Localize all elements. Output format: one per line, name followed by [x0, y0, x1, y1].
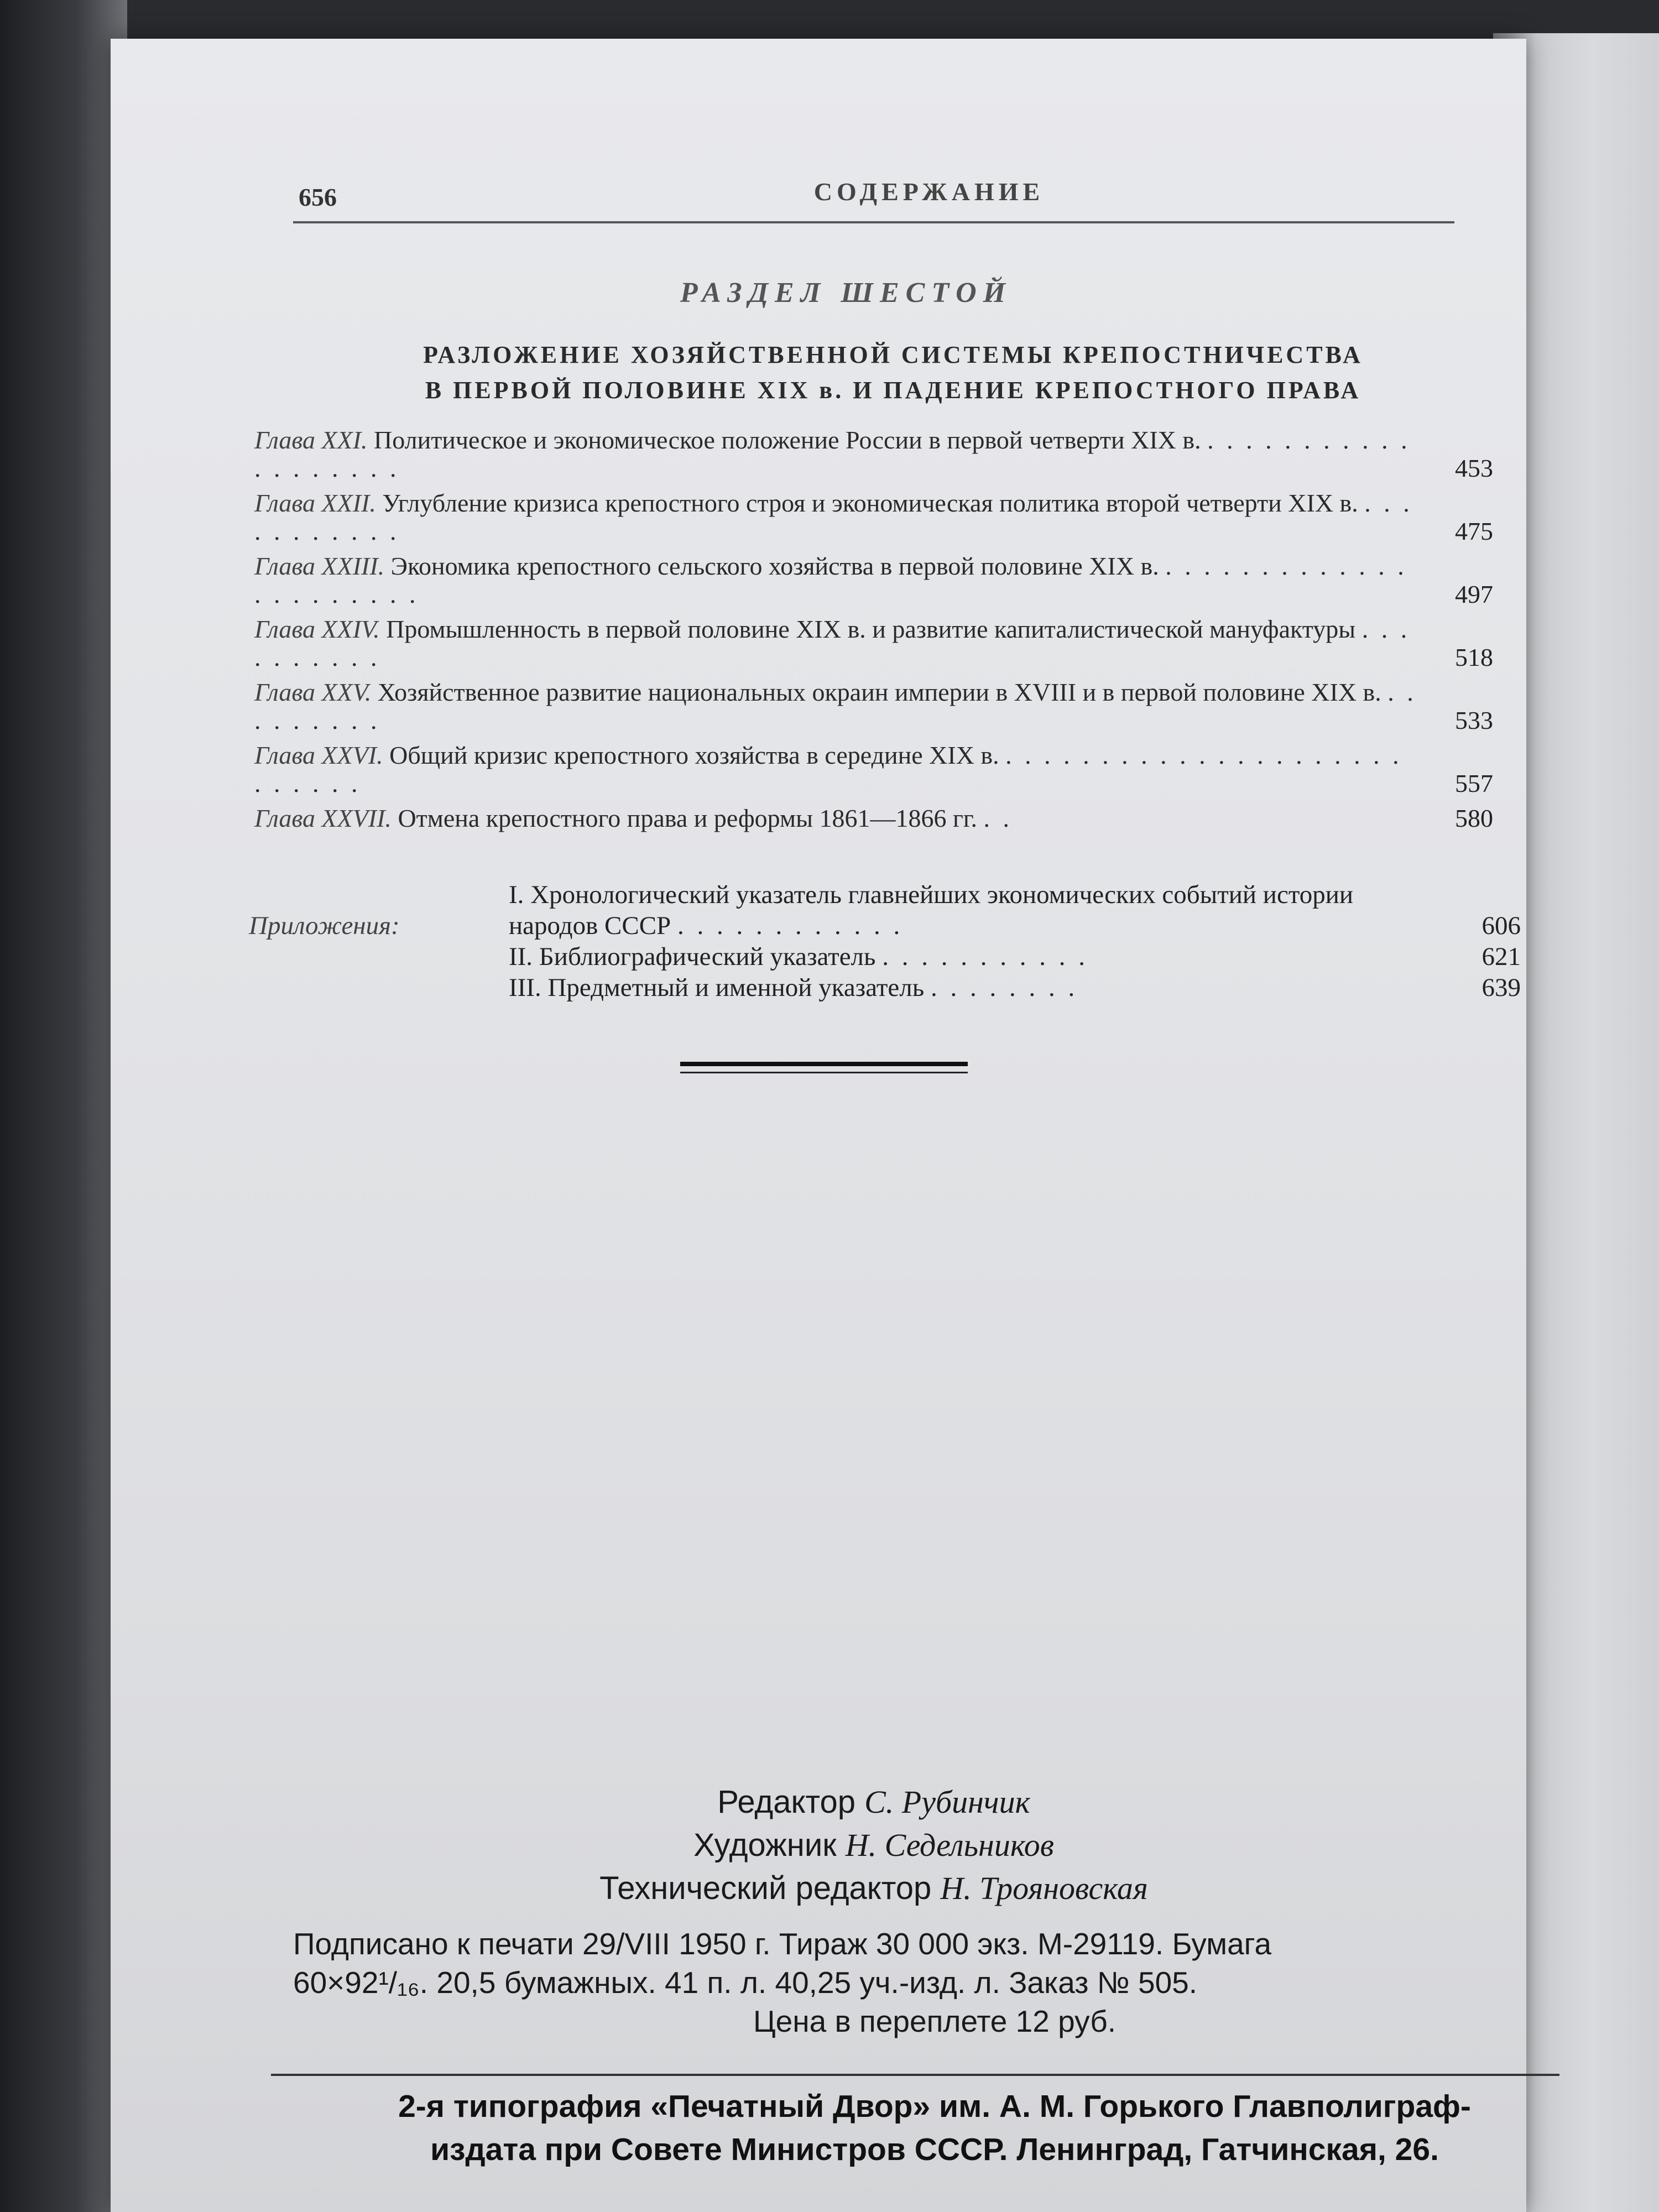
leader-dots: . . . . . . . . . . . . . . . . . . .: [254, 426, 1411, 482]
toc-entry: [254, 741, 1493, 797]
chapter-label: Глава XXVI.: [254, 741, 383, 769]
leader-dots: . . . . . . . . . . . .: [677, 911, 904, 940]
chapter-page: 533: [1455, 706, 1493, 734]
leader-dots: . . . . . . . .: [930, 973, 1078, 1002]
printer-line: 2-я типография «Печатный Двор» им. А. М. Горького Главполиграф-: [398, 2089, 1471, 2124]
background-left: [0, 0, 127, 2212]
appendices-label: Приложения:: [249, 911, 400, 940]
header-rule: [293, 221, 1454, 223]
appendix-page: 606: [1481, 911, 1521, 940]
imprint: [293, 1924, 1576, 2041]
chapter-label: Глава XXV.: [254, 678, 372, 706]
credit-tech-editor: [293, 1867, 1454, 1910]
separator-rule-thin: [680, 1072, 968, 1073]
leader-dots: . . . . . . . . .: [254, 678, 1417, 734]
artist-name: Н. Седельников: [845, 1827, 1054, 1863]
chapter-page: 580: [1455, 804, 1493, 832]
chapter-title: Хозяйственное развитие национальных окраин империи в XVIII и в первой половине XIX в.: [377, 678, 1381, 706]
appendix-page: 639: [1481, 973, 1521, 1002]
page-number: 656: [299, 183, 337, 211]
toc-entry: [254, 426, 1493, 482]
chapter-title: Отмена крепостного права и реформы 1861—1866 гг.: [398, 804, 978, 832]
chapter-label: Глава XXIV.: [254, 615, 380, 643]
section-title-line1: РАЗЛОЖЕНИЕ ХОЗЯЙСТВЕННОЙ СИСТЕМЫ КРЕПОСТНИЧЕСТВА: [423, 341, 1363, 368]
chapter-label: Глава XXII.: [254, 489, 376, 517]
leader-dots: . . . . . . . . . . . . . . . . . . . . . . . . . . .: [254, 741, 1402, 797]
toc-entry: [254, 552, 1493, 608]
appendix-title: I. Хронологический указатель главнейших экономических событий истории народов СССР: [509, 880, 1354, 940]
printer-line: издата при Совете Министров СССР. Ленинград, Гатчинская, 26.: [430, 2132, 1439, 2167]
leader-dots: . .: [983, 804, 1013, 832]
leader-dots: . . . . . . . . . . .: [882, 942, 1088, 971]
chapter-title: Общий кризис крепостного хозяйства в середине XIX в.: [389, 741, 999, 769]
toc-entry: [254, 804, 1493, 832]
section-label: РАЗДЕЛ ШЕСТОЙ: [680, 277, 1013, 309]
chapter-title: Углубление кризиса крепостного строя и экономическая политика второй четверти XIX в.: [382, 489, 1358, 517]
leader-dots: . . . . . . . . . . .: [254, 489, 1413, 545]
running-title: СОДЕРЖАНИЕ: [813, 178, 1045, 206]
section-title: [293, 337, 1493, 408]
editor-name: С. Рубинчик: [864, 1784, 1030, 1820]
tech-editor-name: Н. Трояновская: [940, 1870, 1148, 1906]
chapter-title: Промышленность в первой половине XIX в. и развитие капиталистической мануфактуры: [386, 615, 1356, 643]
book-page: [111, 39, 1526, 2212]
chapter-title: Политическое и экономическое положение России в первой четверти XIX в.: [374, 426, 1201, 454]
imprint-line: Подписано к печати 29/VIII 1950 г. Тираж 30 000 экз. М-29119. Бумага: [293, 1927, 1272, 1961]
chapter-page: 518: [1455, 643, 1493, 671]
toc-entry: [254, 678, 1493, 734]
credits: [293, 1781, 1454, 1910]
artist-role: Художник: [693, 1827, 837, 1863]
price-line: Цена в переплете 12 руб.: [753, 2004, 1116, 2038]
appendices: [249, 879, 1521, 1003]
table-of-contents: [254, 426, 1493, 839]
separator-rule: [680, 1062, 968, 1066]
chapter-page: 453: [1455, 454, 1493, 482]
leader-dots: . . . . . . . . . .: [254, 615, 1411, 671]
section-title-line2: В ПЕРВОЙ ПОЛОВИНЕ XIX в. И ПАДЕНИЕ КРЕПОСТНОГО ПРАВА: [425, 377, 1361, 404]
appendix-item: [249, 972, 1521, 1003]
imprint-line: 60×92¹/₁₆. 20,5 бумажных. 41 п. л. 40,25 уч.-изд. л. Заказ № 505.: [293, 1965, 1198, 2000]
editor-role: Редактор: [717, 1784, 855, 1820]
toc-entry: [254, 615, 1493, 671]
chapter-page: 557: [1455, 769, 1493, 797]
credit-artist: [293, 1824, 1454, 1867]
chapter-title: Экономика крепостного сельского хозяйства в первой половине XIX в.: [390, 552, 1159, 580]
chapter-page: 497: [1455, 580, 1493, 608]
appendix-title: III. Предметный и именной указатель: [509, 973, 925, 1002]
tech-editor-role: Технический редактор: [599, 1870, 932, 1906]
toc-entry: [254, 489, 1493, 545]
printer-info: [271, 2085, 1598, 2171]
appendix-item: [249, 879, 1521, 941]
chapter-page: 475: [1455, 517, 1493, 545]
chapter-label: Глава XXVII.: [254, 804, 392, 832]
credit-editor: [293, 1781, 1454, 1824]
chapter-label: Глава XXIII.: [254, 552, 385, 580]
leader-dots: . . . . . . . . . . . . . . . . . . . . . .: [254, 552, 1407, 608]
appendix-title: II. Библиографический указатель: [509, 942, 876, 971]
chapter-label: Глава XXI.: [254, 426, 368, 454]
bottom-rule: [271, 2074, 1559, 2076]
appendix-item: [249, 941, 1521, 972]
appendix-page: 621: [1481, 942, 1521, 971]
